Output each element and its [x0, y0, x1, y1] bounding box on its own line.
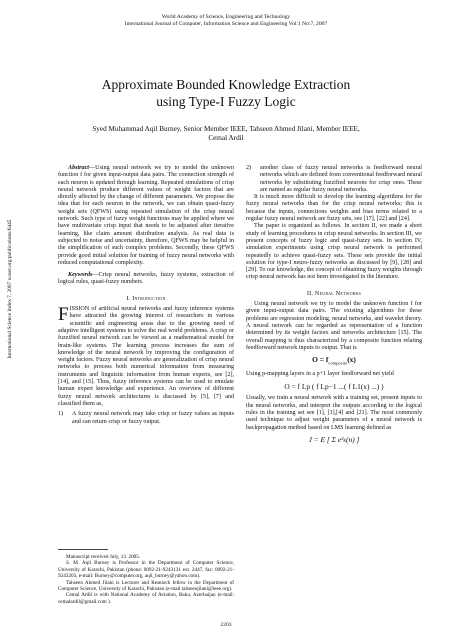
footnote: S. M. Aqil Burney is Professor in the Department of Computer Science, University of Karachi, Pakistan (phone: 0092-21-9243131 ext. 2447, fax: 0092-21-9243203, e-mail: Burney@computer.org, aqil_burney@yahoo.com). — [58, 560, 234, 580]
footnote-rule — [58, 549, 108, 550]
author-list — [40, 125, 412, 143]
sidebar-watermark — [4, 162, 16, 422]
keywords — [58, 272, 234, 287]
equation-1-arg: (x) — [347, 355, 356, 365]
intro-dropcap: F — [58, 304, 69, 326]
paper-title — [40, 76, 412, 110]
footnote: Tahseen Ahmed Jilani is Lecturer and Research fellow in the Department of Computer Science, University of Karachi, Pakistan (e-mail tahseenjilani@ieee.org). — [58, 579, 234, 593]
footnotes — [58, 549, 234, 605]
left-column — [58, 165, 234, 426]
title-line-2: using Type-I Fuzzy Logic — [156, 94, 296, 109]
section-2-heading: II. Neural Networks — [306, 289, 362, 297]
keywords-text: —Crisp neural networks, fuzzy systems, extraction of logical rules, quasi-fuzzy numbers. — [58, 272, 234, 286]
equation-1-subscript: composite — [328, 360, 348, 366]
abstract-text: —Using neural network we try to model the unknown function f for given input-output data pairs. The connection strength of each neuron is updated through learning. Repeated simulations of crisp neural network produce different values of weight factors that are directly affected by the change of different parameters. We propose the idea that for each neuron in the network, we can obtain quasi-fuzzy weight sets (QFWS) using repeated simulation of the crisp neural network. Such type of fuzzy weight functions may be applied where we have multivariate crisp input that needs to be adjusted after iterative learning, like claim amount distribution analysis. As real data is subjected to noise and uncertainty, therefore, QFWS may be helpful in the simplification of such complex problems. Secondly, these QFWS provide good initial solution for training of fuzzy neural networks with reduced computational complexity. — [58, 165, 234, 266]
intro-text: ISSION of artificial neural networks and fuzzy inference systems have attracted the growing interest of researchers in various scientific and engineering areas due to the growing need of adaptive intelligent systems to solve the real world problems. A crisp or fuzzified neural network can be viewed as a mathematical model for brain-like systems. The learning process increases the sum of knowledge of the neural network by improving the configuration of weight factors. Fuzzy neural networks are generalization of crisp neural networks to process both numerical information from measuring instruments and linguistic information from human experts, see [2], [14], and [15]. Thus, fuzzy inference systems can be used to emulate human expert knowledge and experience. An overview of different fuzzy neural network architectures is discussed by [5], [7] and classified them as, — [58, 306, 234, 407]
sidebar-text: International Science Index 7, 2007 waset.org/publications/6445 — [7, 219, 13, 359]
body-paragraph: It is much more difficult to develop the learning algorithms for the fuzzy neural networks than for the crisp neural networks; this is because the inputs, connections weights and bias terms related to a regular fuzzy neural network are fuzzy sets, see [17], [22] and [24]. — [246, 194, 422, 223]
footnote: Manuscript received July, 13. 2005. — [66, 554, 141, 560]
equation-2: O = f Lp ( f Lp−1 ...( f L1(x) ...) ) — [284, 382, 384, 392]
equation-1 — [246, 356, 422, 367]
keywords-label: Keywords — [68, 272, 93, 279]
title-line-1: Approximate Bounded Knowledge Extraction — [101, 77, 351, 92]
journal-volume: International Journal of Computer, Information Science and Engineering Vol:1 No:7, 2007 — [124, 21, 328, 27]
body-paragraph: Usually, we train a neural network with a training set, present inputs to the neural networks, and interpret the outputs according to the logical rules in the training set see [1], [3],[4] and [21]. The most commonly used technique to adjust weight parameters of a neural network is backpropagation method based on LMS learning defined as — [246, 395, 422, 431]
authors-line-1: Syed Muhammad Aqil Burney, Senior Member IEEE, Tahseen Ahmed Jilani, Member IEEE, — [92, 125, 360, 133]
list-item — [246, 165, 422, 194]
list-text: another class of fuzzy neural networks is feedforward neural networks which are defined from conventional feedforward neural networks by substituting fuzzified neurons for crisp ones. These are named as regular fuzzy neural networks. — [260, 165, 422, 193]
equation-3: J = E [ Σ e²ₖ(n) ] — [308, 434, 360, 444]
authors-line-2: Cemal Ardil — [208, 134, 244, 142]
right-column — [246, 165, 422, 447]
equation-1-lhs: O = f — [312, 355, 329, 365]
list-text: A fuzzy neural network may take crisp or fuzzy values as inputs and can return crisp or fuzzy output. — [72, 411, 234, 425]
abstract-label: Abstract — [68, 165, 89, 171]
body-paragraph: The paper is organized as follows. In section II, we made a short study of learning procedures in crisp neural networks. In section III, we present concepts of fuzzy logic and quasi-fuzzy sets. In section IV, simulation experiments using crisp neural network is performed repeatedly to achieve quasi-fuzzy sets. These sets provide the initial solution for type-I neuro-fuzzy networks as discussed by [9], [28] and [29]. To our knowledge, the concept of obtaining fuzzy weights through crisp neural network has not been investigated in the literature. — [246, 223, 422, 281]
section-1-heading: I. Introduction — [126, 294, 166, 302]
journal-header — [0, 14, 452, 28]
page-number: 2203 — [220, 622, 232, 628]
list-number: 1) — [58, 411, 64, 418]
journal-name: World Academy of Science, Engineering and Technology — [161, 14, 291, 20]
intro-paragraph — [58, 306, 234, 408]
body-paragraph: Using p-mapping layers in a p+1 layer feedforward net yield — [246, 370, 394, 377]
body-paragraph: Using neural network we try to model the unknown function f for given input-output data pairs. The existing algorithms for these problems are regression modeling, neural networks, and wavelet theory. A neural network can be regarded as representation of a function determined by its weight factors and networks architecture [15]. The overall mapping is thus characterized by a composite function relating feedforward network inputs to output. That is — [246, 301, 422, 351]
list-number: 2) — [246, 165, 252, 171]
footnote: Cemal Ardil is with National Academy of Aviation, Baku, Azerbaijan (e-mail: cemalardil@gmail.com ). — [58, 592, 234, 605]
abstract — [58, 165, 234, 267]
list-item — [58, 411, 234, 426]
